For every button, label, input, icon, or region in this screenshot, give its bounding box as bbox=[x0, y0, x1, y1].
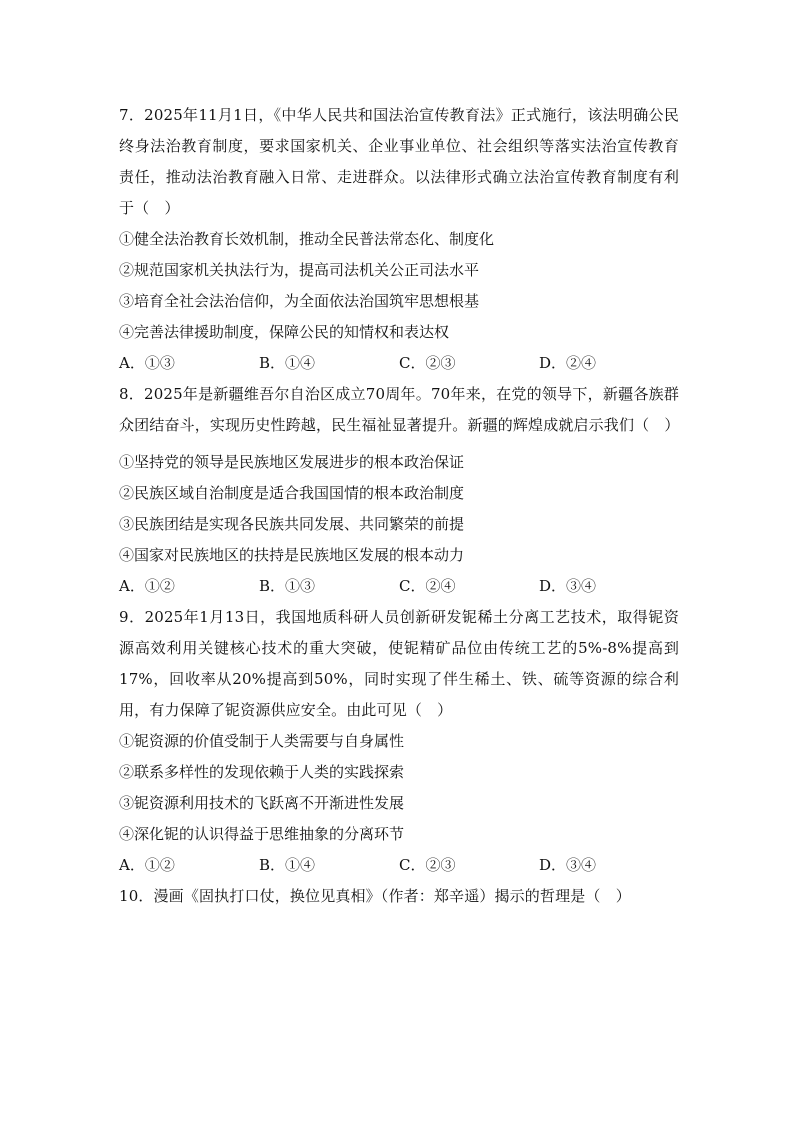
question-stem: 8．2025年是新疆维吾尔自治区成立70周年。70年来，在党的领导下，新疆各族群众团结奋斗，实现历史性跨越，民生福祉显著提升。新疆的辉煌成就启示我们（ ） bbox=[119, 385, 680, 434]
question-8 bbox=[119, 379, 679, 602]
option-4: ④深化铌的认识得益于思维抽象的分离环节 bbox=[119, 825, 405, 843]
answer-choice-b[interactable]: B．①④ bbox=[259, 856, 316, 874]
option-1: ①铌资源的价值受制于人类需要与自身属性 bbox=[119, 732, 405, 750]
question-stem: 10．漫画《固执打口仗，换位见真相》（作者：郑辛遥）揭示的哲理是（ ） bbox=[119, 887, 631, 905]
question-stem: 9．2025年1月13日，我国地质科研人员创新研发铌稀土分离工艺技术，取得铌资源高效利用关键核心技术的重大突破，使铌精矿品位由传统工艺的5%-8%提高到17%，回收率从20%提高到50%，同时实现了伴生稀土、铁、硫等资源的综合利用，有力保障了铌资源供应安全。由此可见（ ） bbox=[119, 608, 679, 719]
answer-choice-a[interactable]: A．①② bbox=[119, 577, 175, 595]
option-2: ②规范国家机关执法行为，提高司法机关公正司法水平 bbox=[119, 261, 480, 279]
answer-choice-c[interactable]: C．②③ bbox=[399, 856, 456, 874]
question-7 bbox=[119, 100, 679, 379]
answer-choice-b[interactable]: B．①④ bbox=[259, 354, 316, 372]
question-stem: 7．2025年11月1日，《中华人民共和国法治宣传教育法》正式施行，该法明确公民终身法治教育制度，要求国家机关、企业事业单位、社会组织等落实法治宣传教育责任，推动法治教育融入日常、走进群众。以法律形式确立法治宣传教育制度有利于（ ） bbox=[119, 106, 679, 217]
answer-choice-b[interactable]: B．①③ bbox=[259, 577, 316, 595]
option-3: ③培育全社会法治信仰，为全面依法治国筑牢思想根基 bbox=[119, 292, 480, 310]
answer-choices bbox=[119, 348, 679, 379]
option-4: ④完善法律援助制度，保障公民的知情权和表达权 bbox=[119, 323, 450, 341]
question-10 bbox=[119, 881, 679, 912]
option-1: ①坚持党的领导是民族地区发展进步的根本政治保证 bbox=[119, 453, 465, 471]
answer-choice-d[interactable]: D．②④ bbox=[539, 354, 597, 372]
option-4: ④国家对民族地区的扶持是民族地区发展的根本动力 bbox=[119, 546, 465, 564]
answer-choice-c[interactable]: C．②④ bbox=[399, 577, 456, 595]
answer-choice-a[interactable]: A．①③ bbox=[119, 354, 175, 372]
option-2: ②联系多样性的发现依赖于人类的实践探索 bbox=[119, 763, 405, 781]
answer-choice-a[interactable]: A．①② bbox=[119, 856, 175, 874]
answer-choice-c[interactable]: C．②③ bbox=[399, 354, 456, 372]
answer-choice-d[interactable]: D．③④ bbox=[539, 856, 597, 874]
question-9 bbox=[119, 602, 679, 881]
answer-choice-d[interactable]: D．③④ bbox=[539, 577, 597, 595]
exam-page bbox=[119, 100, 679, 912]
option-1: ①健全法治教育长效机制，推动全民普法常态化、制度化 bbox=[119, 230, 495, 248]
option-3: ③民族团结是实现各民族共同发展、共同繁荣的前提 bbox=[119, 515, 465, 533]
answer-choices bbox=[119, 850, 679, 881]
answer-choices bbox=[119, 571, 679, 602]
option-2: ②民族区域自治制度是适合我国国情的根本政治制度 bbox=[119, 484, 465, 502]
option-3: ③铌资源利用技术的飞跃离不开渐进性发展 bbox=[119, 794, 405, 812]
